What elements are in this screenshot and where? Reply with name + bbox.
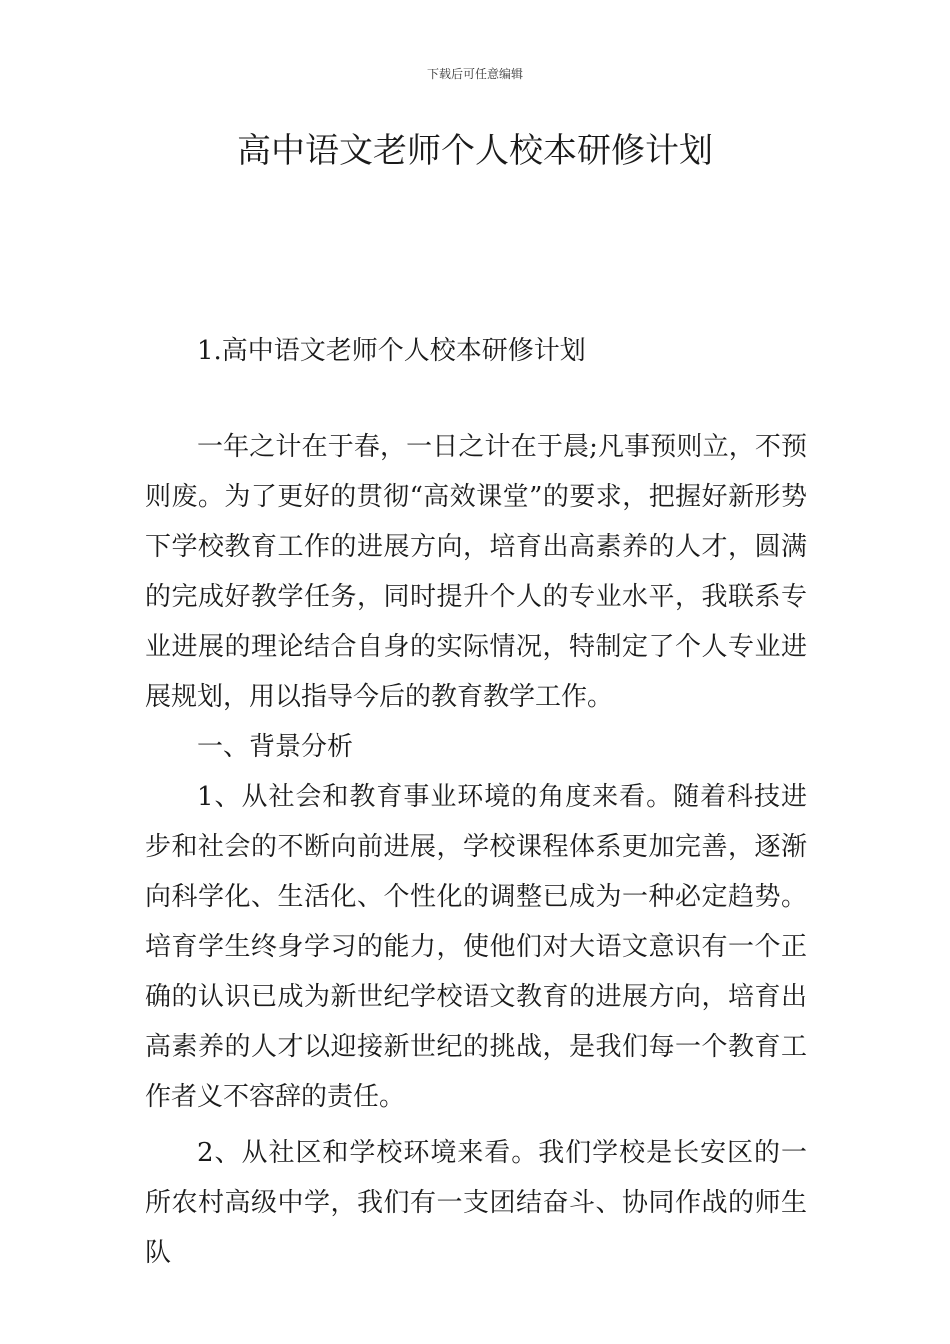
header-note: 下载后可任意编辑 bbox=[426, 67, 523, 81]
body-text bbox=[145, 422, 807, 1278]
paragraph-intro: 一年之计在于春，一日之计在于晨;凡事预则立，不预则废。为了更好的贯彻“高效课堂”的要求，把握好新形势下学校教育工作的进展方向，培育出高素养的人才，圆满的完成好教学任务，同时提升个人的专业水平，我联系专业进展的理论结合自身的实际情况，特制定了个人专业进展规划，用以指导今后的教育教学工作。 bbox=[145, 432, 807, 712]
paragraph-point-1: 1、从社会和教育事业环境的角度来看。随着科技进步和社会的不断向前进展，学校课程体系更加完善，逐渐向科学化、生活化、个性化的调整已成为一种必定趋势。培育学生终身学习的能力，使他们对大语文意识有一个正确的认识已成为新世纪学校语文教育的进展方向，培育出高素养的人才以迎接新世纪的挑战，是我们每一个教育工作者义不容辞的责任。 bbox=[145, 782, 807, 1112]
paragraph-point-2: 2、从社区和学校环境来看。我们学校是长安区的一所农村高级中学，我们有一支团结奋斗、协同作战的师生队 bbox=[145, 1138, 807, 1268]
document-title: 高中语文老师个人校本研修计划 bbox=[237, 131, 713, 171]
paragraph-heading-background: 一、背景分析 bbox=[197, 732, 354, 762]
section-subtitle: 1.高中语文老师个人校本研修计划 bbox=[197, 336, 586, 366]
